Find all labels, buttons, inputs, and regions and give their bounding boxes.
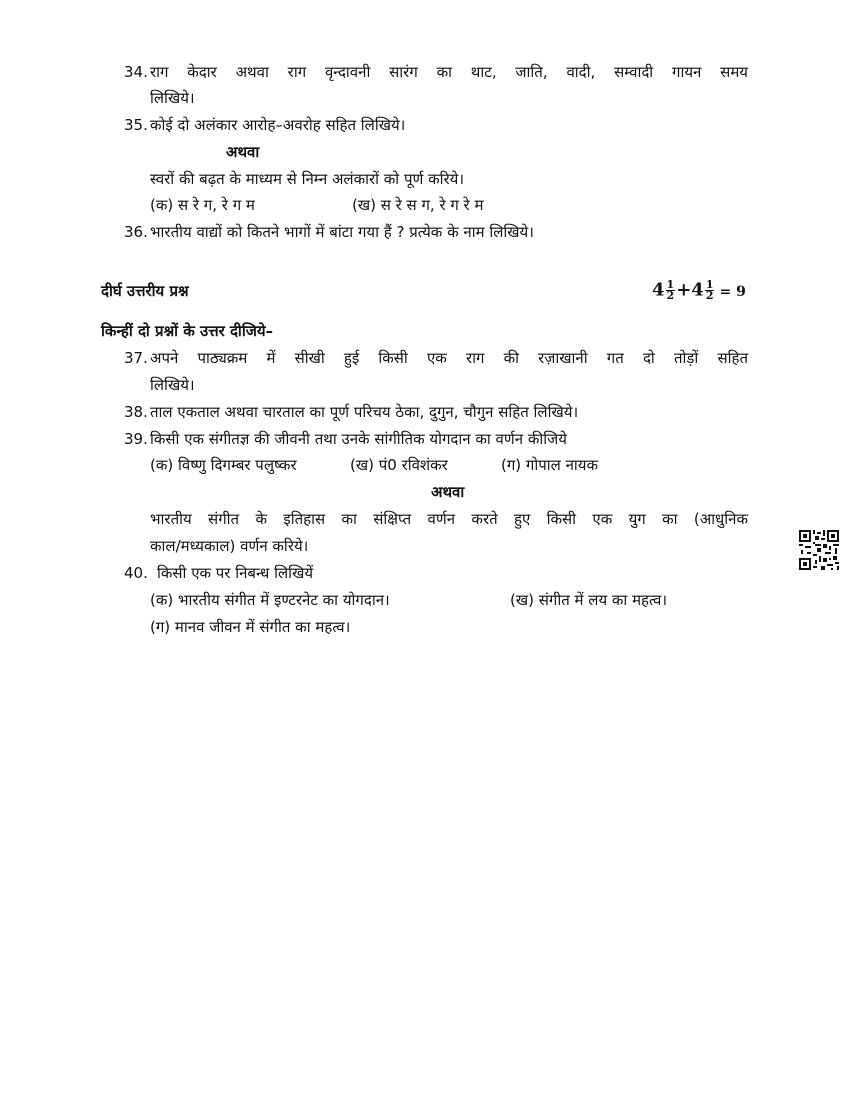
q37-number: 37. (124, 349, 148, 367)
section-instruction: किन्हीं दो प्रश्नों के उत्तर दीजिये– (101, 322, 274, 340)
section-marks (652, 280, 746, 302)
q35-option-ka: (क) स रे ग, रे ग म (150, 196, 255, 214)
q37-line1: अपने पाठ्यक्रम में सीखी हुई किसी एक राग की रज़ाखानी गत दो तोड़ों सहित (150, 349, 748, 367)
q39-number: 39. (124, 430, 148, 448)
q34-line2: लिखिये। (150, 89, 195, 107)
q36-text: भारतीय वाद्यों को कितने भागों में बांटा गया हैं ? प्रत्येक के नाम लिखिये। (150, 223, 534, 241)
q40-option-ga: (ग) मानव जीवन में संगीत का महत्व। (150, 618, 351, 636)
section-title: दीर्घ उत्तरीय प्रश्न (101, 282, 189, 300)
q35-alt: स्वरों की बढ़त के माध्यम से निम्न अलंकारों को पूर्ण करिये। (150, 170, 465, 188)
q34-number: 34. (124, 63, 148, 81)
marks-plus: + (676, 279, 692, 301)
q39-option-ka: (क) विष्णु दिगम्बर पलुष्कर (150, 456, 297, 474)
q39-alt-line1: भारतीय संगीत के इतिहास का संक्षिप्त वर्णन करते हुए किसी एक युग का (आधुनिक (150, 510, 748, 528)
q39-alt-line2: काल/मध्यकाल) वर्णन करिये। (150, 537, 309, 555)
q39-text: किसी एक संगीतज्ञ की जीवनी तथा उनके सांगीतिक योगदान का वर्णन कीजिये (150, 430, 567, 448)
q38-number: 38. (124, 403, 148, 421)
q38-text: ताल एकताल अथवा चारताल का पूर्ण परिचय ठेका, दुगुन, चौगुन सहित लिखिये। (150, 403, 579, 421)
q40-number: 40. (124, 564, 148, 582)
qr-code-icon (799, 530, 839, 570)
q40-text: किसी एक पर निबन्ध लिखियें (157, 564, 314, 582)
marks-fraction-1: $\frac{1}{2}$ (666, 278, 675, 302)
q40-option-kha: (ख) संगीत में लय का महत्व। (510, 591, 668, 609)
q37-line2: लिखिये। (150, 376, 195, 394)
marks-whole-1: 4 (652, 279, 665, 301)
q40-option-ka: (क) भारतीय संगीत में इण्टरनेट का योगदान। (150, 591, 390, 609)
q35-or: अथवा (226, 143, 260, 161)
q35-text: कोई दो अलंकार आरोह–अवरोह सहित लिखिये। (150, 116, 406, 134)
marks-total: = 9 (719, 283, 746, 300)
q39-option-ga: (ग) गोपाल नायक (501, 456, 599, 474)
marks-whole-2: 4 (691, 279, 704, 301)
marks-fraction-2: $\frac{1}{2}$ (705, 278, 714, 302)
q35-option-kha: (ख) स रे स ग, रे ग रे म (352, 196, 484, 214)
q39-or: अथवा (431, 483, 465, 501)
q35-number: 35. (124, 116, 148, 134)
q39-option-kha: (ख) पं0 रविशंकर (350, 456, 448, 474)
q34-line1: राग केदार अथवा राग वृन्दावनी सारंग का थाट, जाति, वादी, सम्वादी गायन समय (150, 63, 748, 81)
q36-number: 36. (124, 223, 148, 241)
